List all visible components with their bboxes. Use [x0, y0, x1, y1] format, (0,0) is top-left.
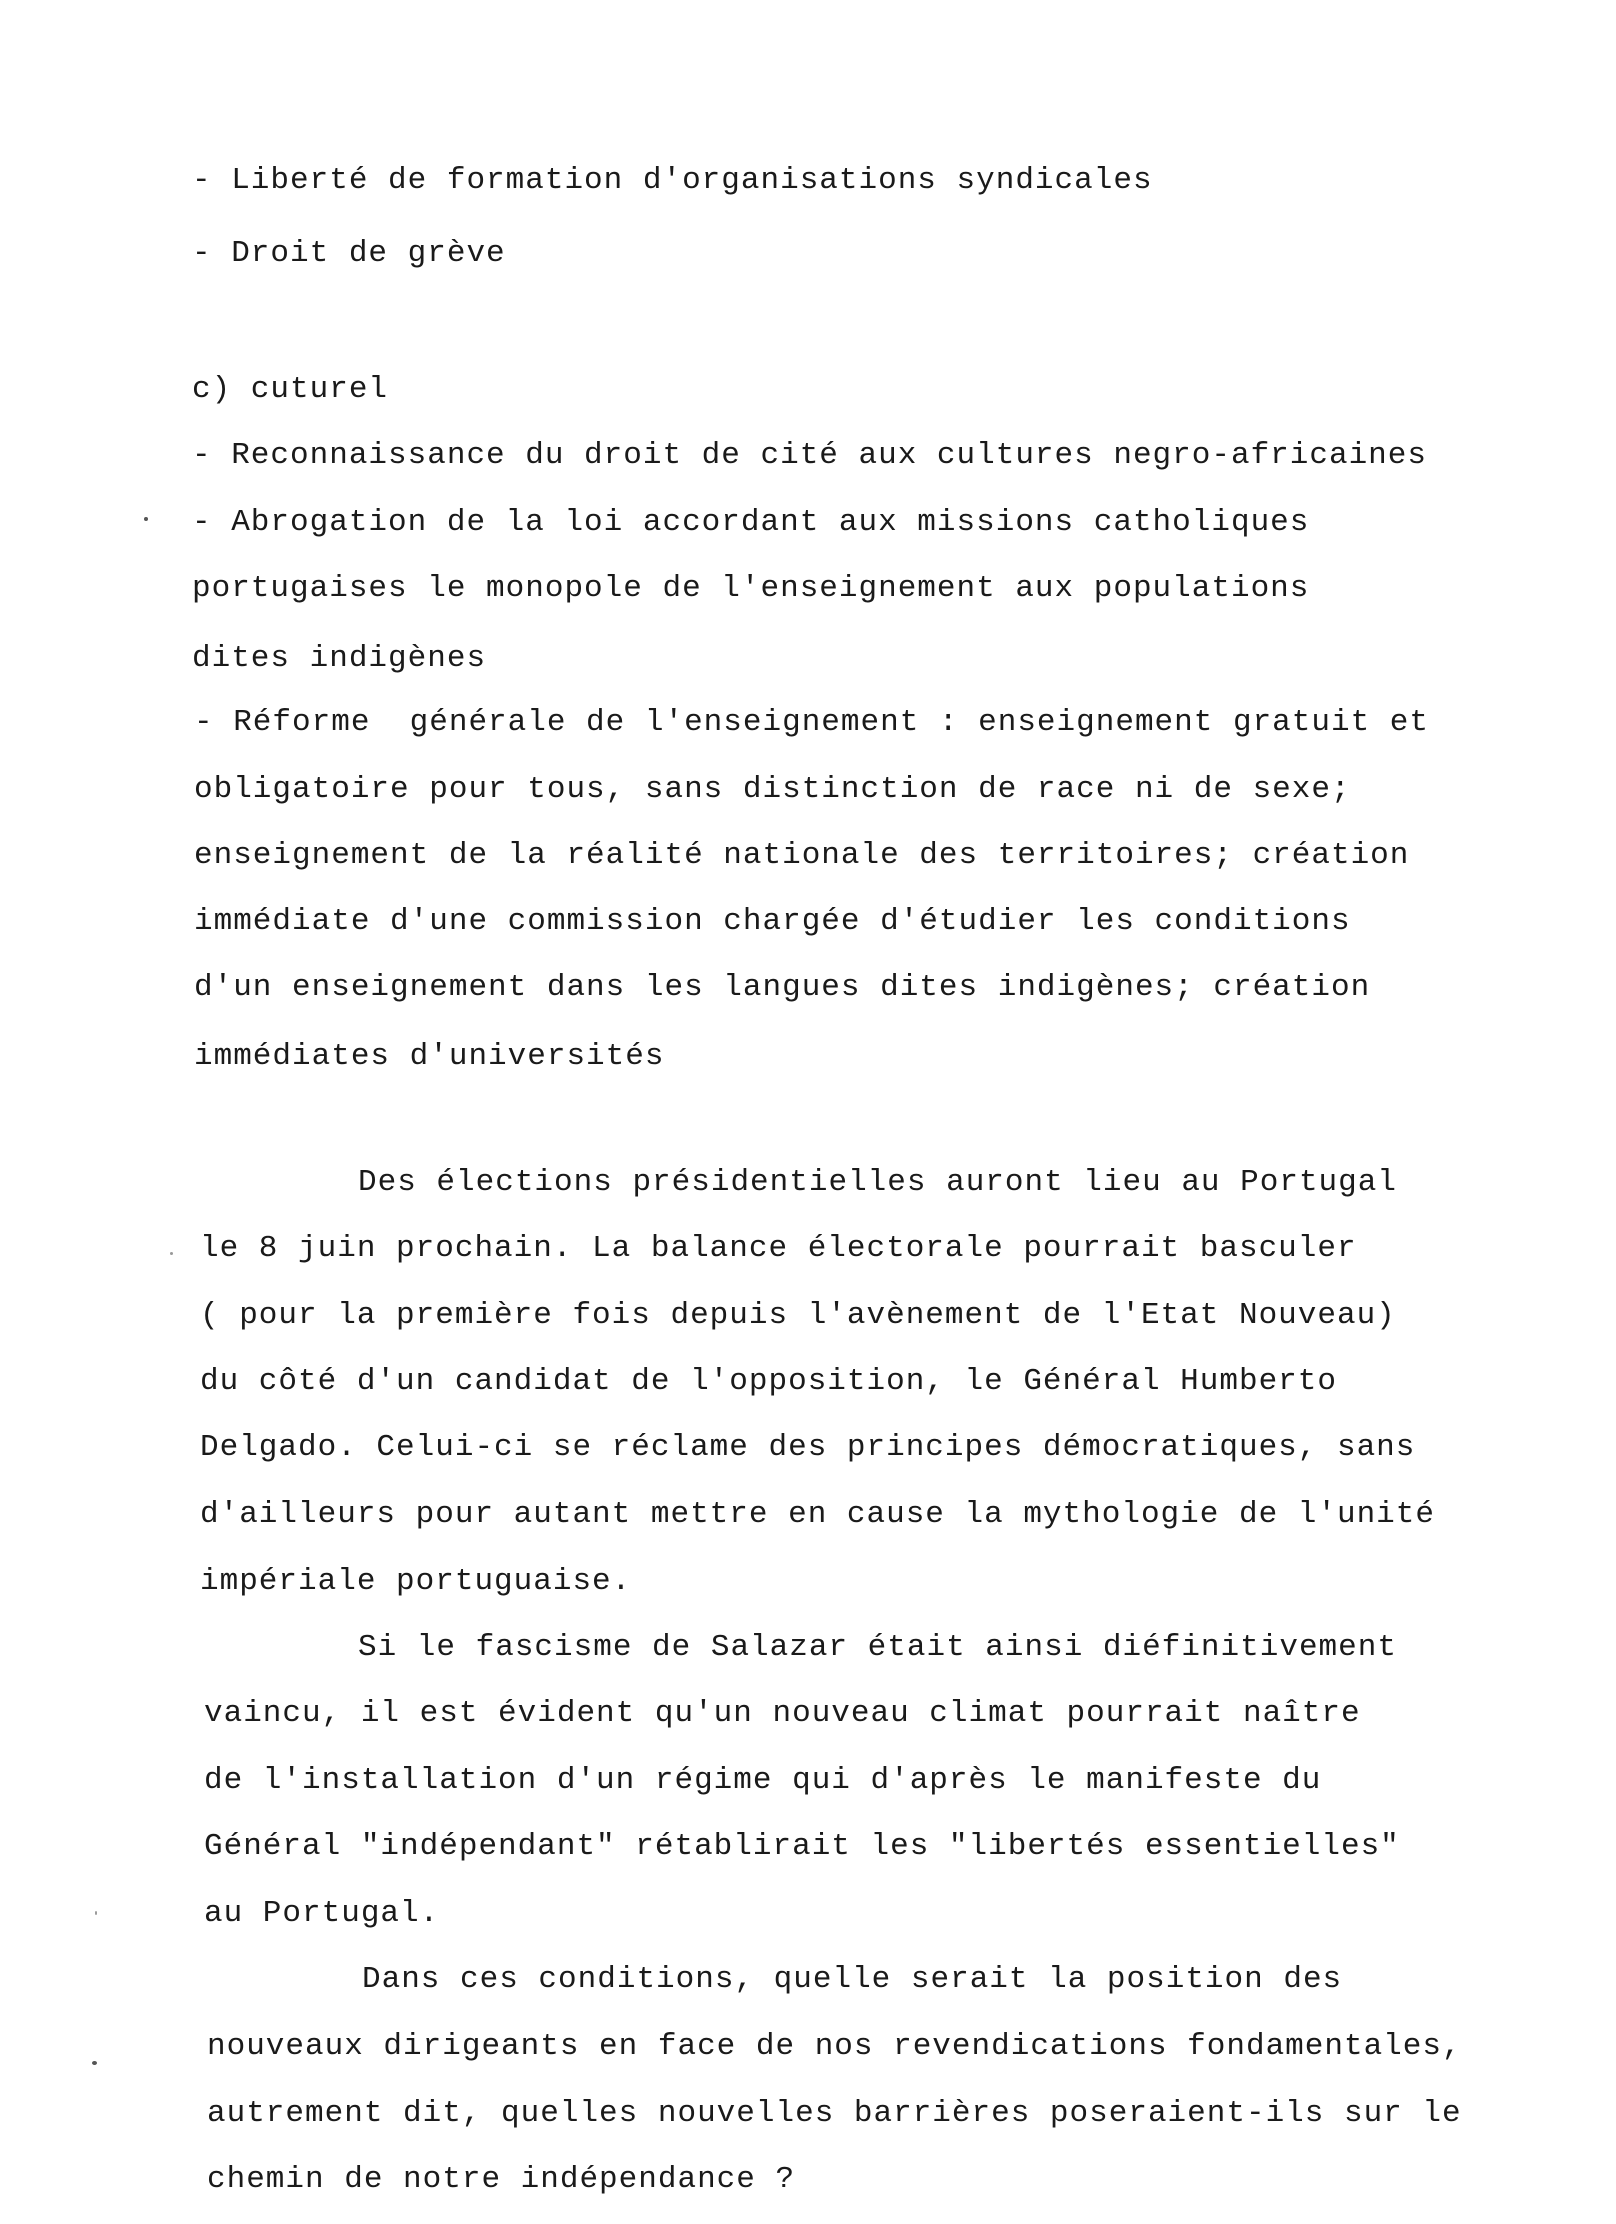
- text-line-7: dites indigènes: [192, 641, 487, 676]
- scan-speck: [170, 1252, 173, 1255]
- paragraph-elections-line-7: impériale portuguaise.: [200, 1564, 632, 1599]
- text-line-2: - Droit de grève: [192, 236, 506, 271]
- paragraph-conditions-line-1: Dans ces conditions, quelle serait la position des: [362, 1962, 1343, 1997]
- scan-speck: [92, 2061, 97, 2065]
- paragraph-salazar-line-4: Général "indépendant" rétablirait les "libertés essentielles": [204, 1829, 1400, 1864]
- scan-speck: [144, 517, 148, 521]
- text-line-6: portugaises le monopole de l'enseignement aux populations: [192, 571, 1310, 606]
- text-line-9: obligatoire pour tous, sans distinction de race ni de sexe;: [194, 772, 1351, 807]
- paragraph-elections-line-1: Des élections présidentielles auront lieu au Portugal: [358, 1165, 1397, 1200]
- text-line-5: - Abrogation de la loi accordant aux missions catholiques: [192, 505, 1310, 540]
- scan-speck: [95, 1911, 97, 1915]
- paragraph-salazar-line-3: de l'installation d'un régime qui d'après le manifeste du: [204, 1763, 1322, 1798]
- paragraph-salazar-line-2: vaincu, il est évident qu'un nouveau climat pourrait naître: [204, 1696, 1361, 1731]
- paragraph-conditions-line-4: chemin de notre indépendance ?: [207, 2162, 796, 2197]
- text-line-13: immédiates d'universités: [194, 1039, 665, 1074]
- paragraph-conditions-line-3: autrement dit, quelles nouvelles barrières poseraient-ils sur le: [207, 2096, 1462, 2131]
- paragraph-elections-line-6: d'ailleurs pour autant mettre en cause la mythologie de l'unité: [200, 1497, 1435, 1532]
- paragraph-salazar-line-5: au Portugal.: [204, 1896, 440, 1931]
- paragraph-elections-line-3: ( pour la première fois depuis l'avènement de l'Etat Nouveau): [200, 1298, 1396, 1333]
- paragraph-elections-line-5: Delgado. Celui-ci se réclame des principes démocratiques, sans: [200, 1430, 1416, 1465]
- text-line-8: - Réforme générale de l'enseignement : enseignement gratuit et: [194, 705, 1429, 740]
- text-line-10: enseignement de la réalité nationale des territoires; création: [194, 838, 1410, 873]
- text-line-4: - Reconnaissance du droit de cité aux cultures negro-africaines: [192, 438, 1427, 473]
- text-line-1: - Liberté de formation d'organisations syndicales: [192, 163, 1153, 198]
- text-line-11: immédiate d'une commission chargée d'étudier les conditions: [194, 904, 1351, 939]
- section-heading-culturel: c) cuturel: [192, 372, 389, 407]
- paragraph-elections-line-4: du côté d'un candidat de l'opposition, le Général Humberto: [200, 1364, 1337, 1399]
- paragraph-conditions-line-2: nouveaux dirigeants en face de nos revendications fondamentales,: [207, 2029, 1462, 2064]
- paragraph-salazar-line-1: Si le fascisme de Salazar était ainsi diéfinitivement: [358, 1630, 1397, 1665]
- text-line-12: d'un enseignement dans les langues dites indigènes; création: [194, 970, 1371, 1005]
- paragraph-elections-line-2: le 8 juin prochain. La balance électorale pourrait basculer: [200, 1231, 1357, 1266]
